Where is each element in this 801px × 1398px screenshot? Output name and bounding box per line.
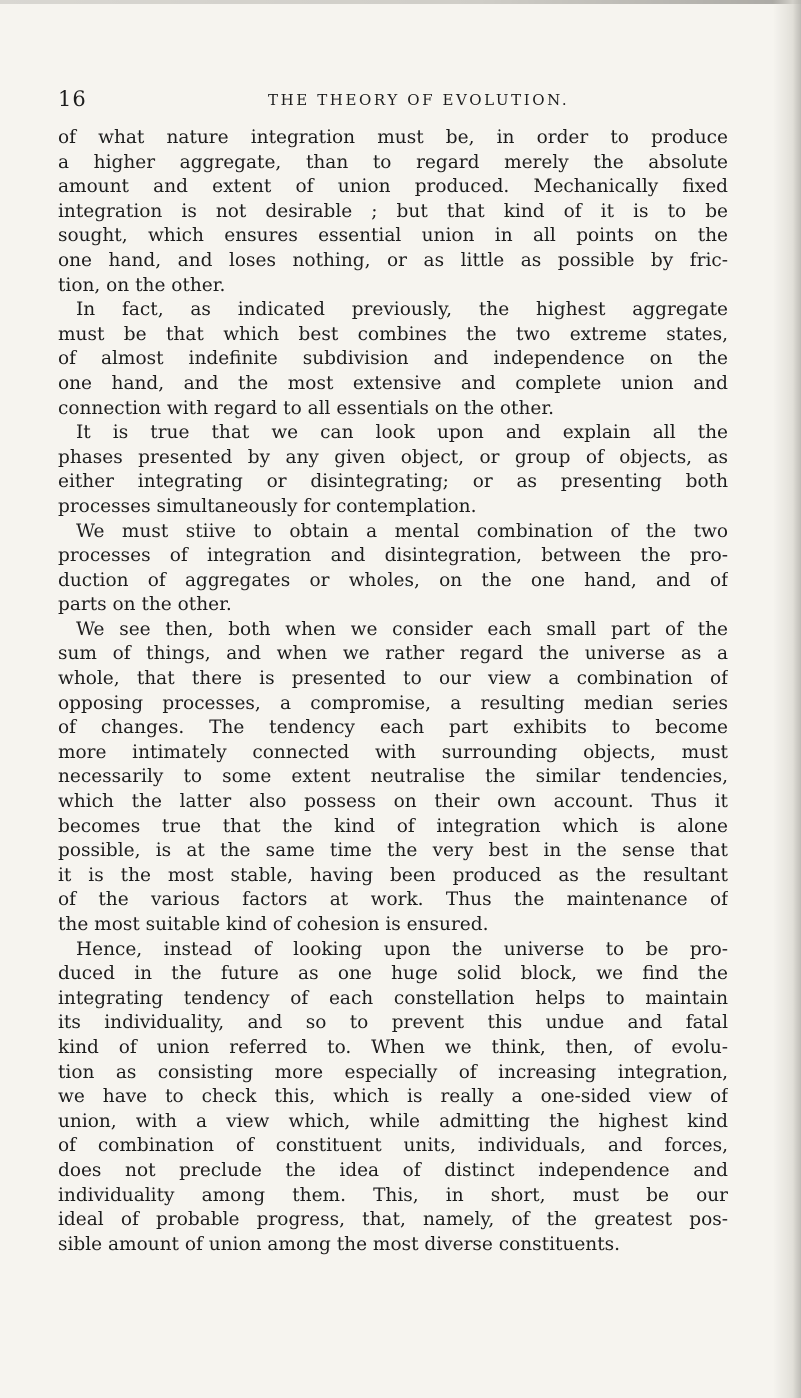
text-line: duction of aggregates or wholes, on the one hand, and of	[58, 569, 728, 591]
text-line: parts on the other.	[58, 594, 232, 616]
text-line: processes simultaneously for contemplation.	[58, 495, 477, 517]
text-line: In fact, as indicated previously, the highest aggregate	[76, 299, 728, 321]
text-line: processes of integration and disintegration, between the pro-	[58, 545, 728, 567]
text-line: kind of union referred to. When we think, then, of evolu-	[58, 1036, 728, 1058]
text-line: one hand, and loses nothing, or as little as possible by fric-	[58, 249, 728, 271]
page-top-edge	[0, 0, 801, 4]
text-line: which the latter also possess on their own account. Thus it	[58, 791, 728, 813]
text-line: tion as consisting more especially of increasing integration,	[58, 1061, 728, 1083]
body-text	[58, 126, 728, 1257]
text-line: whole, that there is presented to our view a combination of	[58, 668, 728, 690]
text-line: possible, is at the same time the very best in the sense that	[58, 840, 728, 862]
text-line: Hence, instead of looking upon the universe to be pro-	[76, 938, 728, 960]
text-line: of almost indefinite subdivision and independence on the	[58, 348, 728, 370]
text-line: a higher aggregate, than to regard merely the absolute	[58, 151, 728, 173]
text-line: we have to check this, which is really a one-sided view of	[58, 1086, 728, 1108]
text-line: more intimately connected with surrounding objects, must	[58, 741, 728, 763]
text-line: necessarily to some extent neutralise the similar tendencies,	[58, 766, 728, 788]
text-line: opposing processes, a compromise, a resulting median series	[58, 692, 728, 714]
text-line: We must stiive to obtain a mental combination of the two	[76, 520, 728, 542]
text-line: does not preclude the idea of distinct independence and	[58, 1159, 728, 1181]
text-line: phases presented by any given object, or group of objects, as	[58, 446, 728, 468]
text-line: connection with regard to all essentials on the other.	[58, 397, 555, 419]
text-line: of changes. The tendency each part exhibits to become	[58, 717, 728, 739]
text-line: it is the most stable, having been produced as the resultant	[58, 864, 728, 886]
text-line: must be that which best combines the two extreme states,	[58, 323, 728, 345]
page-number: 16	[58, 87, 87, 111]
text-line: It is true that we can look upon and explain all the	[76, 422, 728, 444]
text-line: sum of things, and when we rather regard the universe as a	[58, 643, 728, 665]
text-line: sought, which ensures essential union in all points on the	[58, 225, 728, 247]
text-line: sible amount of union among the most diverse constituents.	[58, 1233, 621, 1255]
text-line: ideal of probable progress, that, namely, of the greatest pos-	[58, 1209, 728, 1231]
text-line: the most suitable kind of cohesion is ensured.	[58, 914, 489, 935]
page-right-edge-shadow	[773, 0, 801, 1398]
text-line: integration is not desirable ; but that kind of it is to be	[58, 200, 728, 222]
text-line: tion, on the other.	[58, 274, 226, 296]
text-line: its individuality, and so to prevent this undue and fatal	[58, 1012, 728, 1034]
text-line: duced in the future as one huge solid block, we find the	[58, 963, 728, 985]
text-line: one hand, and the most extensive and complete union and	[58, 372, 728, 394]
text-line: amount and extent of union produced. Mechanically fixed	[58, 176, 728, 198]
running-head: THE THEORY OF EVOLUTION.	[268, 91, 570, 109]
text-line: individuality among them. This, in short, must be our	[58, 1184, 728, 1206]
text-line: of combination of constituent units, individuals, and forces,	[58, 1135, 728, 1157]
text-line: becomes true that the kind of integration which is alone	[58, 815, 728, 837]
text-line: either integrating or disintegrating; or as presenting both	[58, 471, 728, 493]
text-line: of the various factors at work. Thus the maintenance of	[58, 889, 728, 911]
text-line: of what nature integration must be, in order to produce	[58, 127, 728, 148]
text-line: integrating tendency of each constellation helps to maintain	[58, 987, 728, 1009]
text-line: We see then, both when we consider each small part of the	[76, 618, 728, 640]
text-line: union, with a view which, while admitting the highest kind	[58, 1110, 728, 1132]
page-header	[58, 87, 728, 115]
